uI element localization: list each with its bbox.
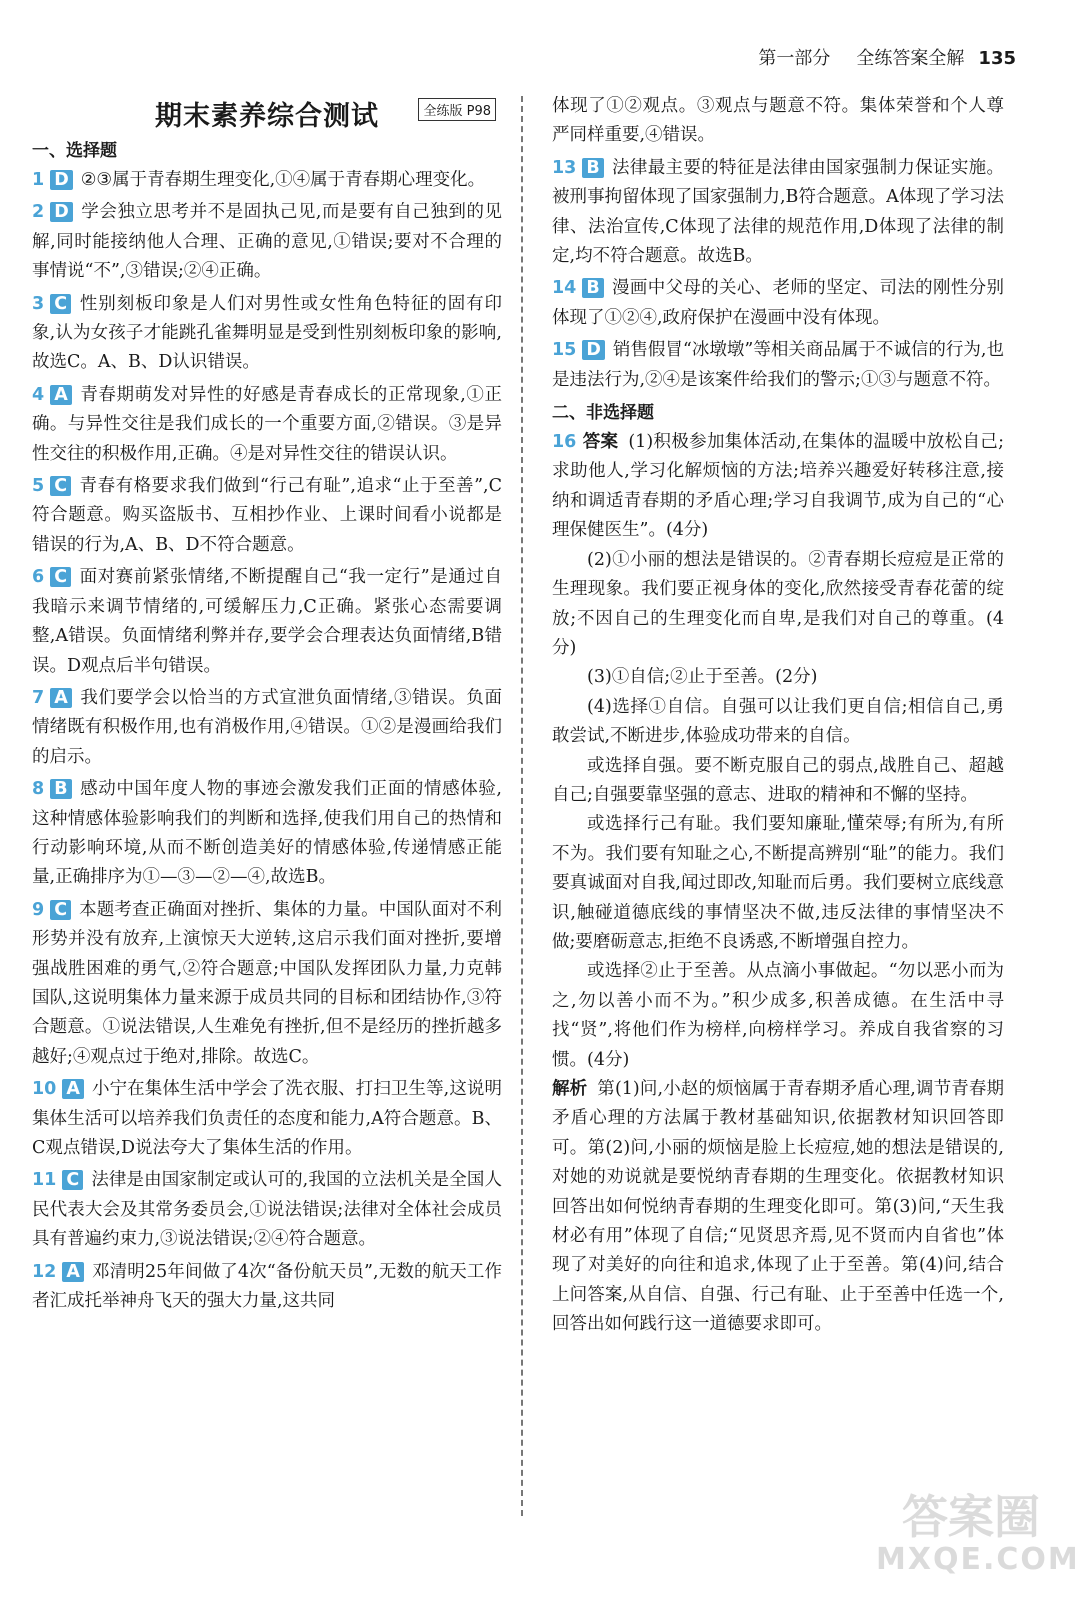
- question-number: 4: [32, 384, 45, 405]
- answer-badge: B: [582, 278, 603, 298]
- answer-badge: C: [50, 900, 71, 920]
- item-text: 漫画中父母的关心、老师的坚定、司法的刚性分别体现了①②④,政府保护在漫画中没有体现。: [552, 278, 1004, 328]
- question-number: 7: [32, 687, 45, 708]
- answer-badge: D: [50, 202, 73, 222]
- watermark-logo: [876, 1490, 1080, 1582]
- left-column: [32, 90, 502, 1319]
- item-text: 青春有格要求我们做到“行己有耻”,追求“止于至善”,C符合题意。购买盗版书、互相抄作业、上课时间看小说都是错误的行为,A、B、D不符合题意。: [32, 476, 502, 555]
- question-number: 11: [32, 1170, 57, 1191]
- q16-answer-p7: 或选择②止于至善。从点滴小事做起。“勿以恶小而为之,勿以善小而不为。”积少成多,积善成德。在生活中寻找“贤”,将他们作为榜样,向榜样学习。养成自我省察的习惯。(4分): [552, 961, 1004, 1070]
- q16-answer-p4: (4)选择①自信。自强可以让我们更自信;相信自己,勇敢尝试,不断进步,体验成功带来的自信。: [552, 696, 1004, 747]
- list-item: [32, 381, 502, 469]
- item-text: (1)积极参加集体活动,在集体的温暖中放松自己;求助他人,学习化解烦恼的方法;培养兴趣爱好转移注意,接纳和调适青春期的矛盾心理;学习自我调节,成为自己的“心理保健医生”。(4分): [552, 432, 1005, 541]
- list-item: [552, 154, 1004, 272]
- item-text: 我们要学会以恰当的方式宣泄负面情绪,③错误。负面情绪既有积极作用,也有消极作用,④错误。①②是漫画给我们的启示。: [32, 687, 502, 767]
- item-text: 小宁在集体生活中学会了洗衣服、打扫卫生等,这说明集体生活可以培养我们负责任的态度和能力,A符合题意。B、C观点错误,D说法夸大了集体生活的作用。: [32, 1079, 502, 1158]
- item-text: 感动中国年度人物的事迹会激发我们正面的情感体验,这种情感体验影响我们的判断和选择,使我们用自己的热情和行动影响环境,从而不断创造美好的情感体验,传递情感正能量,正确排序为①—③—②—④,故选B。: [32, 779, 502, 888]
- watermark-line2: MXQE.COM: [876, 1542, 1080, 1577]
- question-number: 8: [32, 779, 45, 800]
- question-number: 3: [32, 293, 45, 314]
- list-item: [32, 775, 502, 893]
- question-number: 2: [32, 202, 45, 223]
- list-item: [32, 198, 502, 286]
- answer-badge: A: [50, 385, 72, 405]
- right-column: [552, 92, 1004, 1340]
- list-item: [32, 684, 502, 772]
- item-text: 青春期萌发对异性的好感是青春成长的正常现象,①正确。与异性交往是我们成长的一个重要方面,②错误。③是异性交往的积极作用,正确。④是对异性交往的错误认识。: [32, 384, 502, 464]
- header-title: 全练答案全解: [856, 48, 965, 69]
- list-item: [32, 563, 502, 681]
- watermark-line1: 答案圈: [902, 1490, 1040, 1544]
- item-text: 法律是由国家制定或认可的,我国的立法机关是全国人民代表大会及其常务委员会,①说法错误;法律对全体社会成员具有普遍约束力,③说法错误;②④符合题意。: [32, 1170, 502, 1250]
- list-item: [32, 290, 502, 378]
- q16-explanation: [552, 1075, 1004, 1340]
- page-title: 期末素养综合测试: [155, 100, 379, 132]
- list-item: [32, 1166, 502, 1254]
- question-number: 12: [32, 1261, 57, 1282]
- answer-badge: C: [50, 567, 71, 587]
- q16-answer-p1: [552, 428, 1004, 546]
- answer-badge: B: [50, 779, 71, 799]
- section-choice-heading: 一、选择题: [32, 141, 117, 161]
- answer-badge: C: [62, 1170, 83, 1190]
- section-nonchoice-heading: 二、非选择题: [552, 403, 654, 424]
- page-number: 135: [978, 48, 1016, 69]
- question-number: 14: [552, 278, 577, 299]
- column-divider: [521, 96, 523, 1516]
- answer-badge: D: [50, 170, 73, 190]
- question-number: 10: [32, 1079, 57, 1100]
- question-number: 6: [32, 567, 45, 588]
- list-item: [552, 274, 1004, 333]
- answer-badge: D: [582, 340, 605, 360]
- item-text: 学会独立思考并不是固执己见,而是要有自己独到的见解,同时能接纳他人合理、正确的意见,①错误;要对不合理的事情说“不”,③错误;②④正确。: [32, 202, 502, 282]
- list-item: [32, 166, 502, 195]
- explanation-text: 第(1)问,小赵的烦恼属于青春期矛盾心理,调节青春期矛盾心理的方法属于教材基础知识,依据教材知识回答即可。第(2)问,小丽的烦恼是脸上长痘痘,她的想法是错误的,对她的劝说就是要悦纳青春期的生理变化。依据教材知识回答出如何悦纳青春期的生理变化即可。第(3)问,“天生我材必有用”体现了自信;“见贤思齐焉,见不贤而内自省也”体现了对美好的向往和追求,体现了止于至善。第(4)问,结合上问答案,从自信、自强、行己有耻、止于至善中任选一个,回答出如何践行这一道德要求即可。: [552, 1079, 1005, 1335]
- q16-answer-p2: (2)①小丽的想法是错误的。②青春期长痘痘是正常的生理现象。我们要正视身体的变化,欣然接受青春花蕾的绽放;不因自己的生理变化而自卑,是我们对自己的尊重。(4分): [552, 549, 1004, 658]
- item-text: 销售假冒“冰墩墩”等相关商品属于不诚信的行为,也是违法行为,②④是该案件给我们的警示;①③与题意不符。: [552, 340, 1004, 390]
- edition-tag: 全练版 P98: [418, 98, 496, 121]
- page-header: [758, 44, 1016, 70]
- q16-answer-p5: 或选择自强。要不断克服自己的弱点,战胜自己、超越自己;自强要靠坚强的意志、进取的精神和不懈的坚持。: [552, 755, 1004, 805]
- title-row: [32, 90, 502, 136]
- item-text: ②③属于青春期生理变化,①④属于青春期心理变化。: [80, 170, 486, 190]
- item-text: 本题考查正确面对挫折、集体的力量。中国队面对不利形势并没有放弃,上演惊天大逆转,这启示我们面对挫折,要增强战胜困难的勇气,②符合题意;中国队发挥团队力量,力克韩国队,这说明集体力量来源于成员共同的目标和团结协作,③符合题意。①说法错误,人生难免有挫折,但不是经历的挫折越多越好;④观点过于绝对,排除。故选C。: [32, 899, 502, 1067]
- item-text: 性别刻板印象是人们对男性或女性角色特征的固有印象,认为女孩子才能跳孔雀舞明显是受到性别刻板印象的影响,故选C。A、B、D认识错误。: [32, 293, 502, 373]
- question-number: 9: [32, 899, 45, 920]
- explanation-label: 解析: [552, 1079, 588, 1099]
- list-item: [552, 336, 1004, 395]
- item-text: 面对赛前紧张情绪,不断提醒自己“我一定行”是通过自我暗示来调节情绪的,可缓解压力,C正确。紧张心态需要调整,A错误。负面情绪利弊并存,要学会合理表达负面情绪,B错误。D观点后半句错误。: [32, 567, 502, 676]
- list-item: [32, 472, 502, 560]
- answer-badge: A: [62, 1262, 84, 1282]
- answer-badge: C: [50, 294, 71, 314]
- question-number: 16: [552, 432, 577, 453]
- answer-badge: B: [582, 158, 603, 178]
- answer-badge: A: [50, 688, 72, 708]
- list-item: [32, 896, 502, 1072]
- question-number: 15: [552, 340, 577, 361]
- header-part: 第一部分: [758, 48, 831, 69]
- question-number: 5: [32, 476, 45, 497]
- q16-answer-p3: (3)①自信;②止于至善。(2分): [587, 667, 818, 688]
- list-item: [32, 1258, 502, 1317]
- list-item-continued: 体现了①②观点。③观点与题意不符。集体荣誉和个人尊严同样重要,④错误。: [552, 96, 1004, 146]
- question-number: 13: [552, 157, 577, 178]
- answer-label: 答案: [582, 432, 619, 453]
- item-text: 邓清明25年间做了4次“备份航天员”,无数的航天工作者汇成托举神舟飞天的强大力量,这共同: [32, 1261, 502, 1312]
- list-item: [32, 1075, 502, 1163]
- question-number: 1: [32, 170, 45, 190]
- q16-answer-p6: 或选择行己有耻。我们要知廉耻,懂荣辱;有所为,有所不为。我们要有知耻之心,不断提高辨别“耻”的能力。我们要真诚面对自我,闻过即改,知耻而后勇。我们要树立底线意识,触碰道德底线的事情坚决不做,违反法律的事情坚决不做;要磨砺意志,拒绝不良诱惑,不断增强自控力。: [552, 814, 1004, 952]
- answer-badge: C: [50, 476, 71, 496]
- answer-badge: A: [62, 1079, 84, 1099]
- item-text: 法律最主要的特征是法律由国家强制力保证实施。被刑事拘留体现了国家强制力,B符合题意。A体现了学习法律、法治宣传,C体现了法律的规范作用,D体现了法律的制定,均不符合题意。故选B。: [552, 157, 1004, 267]
